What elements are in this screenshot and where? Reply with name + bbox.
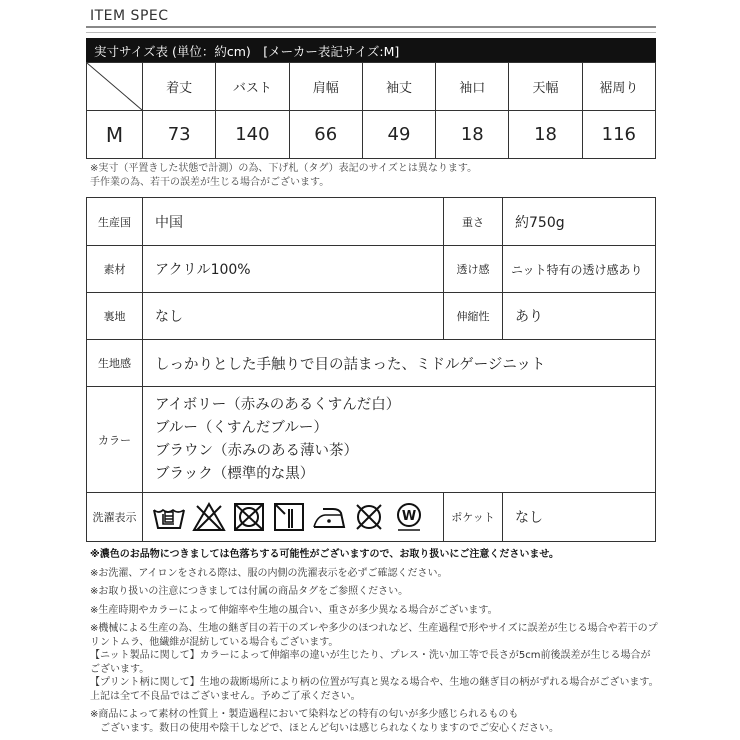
lining-value: なし — [155, 309, 183, 325]
material-value: アクリル100% — [155, 262, 251, 278]
stretch-label: 伸縮性 — [443, 293, 503, 339]
notes-section — [90, 548, 660, 740]
sheer-value: ニット特有の透け感あり — [511, 262, 643, 277]
stretch-value: あり — [515, 309, 543, 325]
spec-row-lining — [87, 293, 655, 340]
weight-label: 重さ — [443, 198, 503, 245]
note-item: ※濃色のお品物につきましては色落ちする可能性がございますので、お取り扱いにご注意くださいませ。 — [90, 549, 560, 560]
wet-clean-weak-icon — [391, 500, 427, 534]
spec-row-material — [87, 246, 655, 293]
washing-label: 洗濯表示 — [87, 493, 143, 541]
size-value: 140 — [216, 111, 289, 159]
size-table-header-row — [87, 63, 656, 111]
note-item: ※商品によって素材の性質上・製造過程において染料などの特有の匂いが多少感じられるものも ございます。数日の使用や陰干しなどで、ほとんど匂いは感じられなくなりますのでご安心ください。 — [90, 709, 559, 734]
line-dry-shade-icon — [271, 500, 307, 534]
corner-cell — [87, 63, 143, 111]
size-value: 18 — [436, 111, 509, 159]
column-header: 袖丈 — [362, 63, 435, 111]
pocket-value: なし — [515, 510, 543, 526]
size-value: 116 — [582, 111, 655, 159]
origin-label: 生産国 — [87, 198, 143, 245]
note-item: ※生産時期やカラーによって伸縮率や生地の風合い、重さが多少異なる場合がございます。 — [90, 604, 498, 616]
size-table — [86, 62, 656, 159]
pocket-label: ポケット — [443, 493, 503, 541]
column-header: 天幅 — [509, 63, 582, 111]
column-header: 肩幅 — [289, 63, 362, 111]
spec-row-washing — [87, 493, 655, 541]
header-rule — [86, 26, 656, 28]
spec-row-color — [87, 387, 655, 493]
note-item: ※機械による生産の為、生地の継ぎ目の若干のズレや多少のほつれなど、生産過程で形やサイズに誤差が生じる場合や若干のプリントムラ、他繊維が混紡している場合もございます。 【ニット製品に関して】カラーによって伸縮率の違いが生じたり、プレス・洗い加工等で長さが5cm前後誤差が生じる場合がございます。 【プリント柄に関して】生地の裁断場所により柄の位置が写真と異なる場合や、生地の継ぎ目の柄がずれる場合がございます。 上記は全て不良品ではございません。予めご了承ください。 — [90, 623, 659, 702]
column-header: 着丈 — [143, 63, 216, 111]
origin-value: 中国 — [155, 214, 183, 231]
spec-table — [86, 197, 656, 542]
texture-label: 生地感 — [87, 340, 143, 386]
iron-low-icon — [311, 500, 347, 534]
texture-value: しっかりとした手触りで目の詰まった、ミドルゲージニット — [155, 356, 546, 373]
weight-value: 約750g — [515, 214, 565, 231]
no-bleach-icon — [191, 500, 227, 534]
no-tumble-dry-icon — [231, 500, 267, 534]
color-item: ブラック（標準的な黒） — [155, 465, 315, 482]
washing-icons — [143, 493, 443, 541]
size-value: 49 — [362, 111, 435, 159]
note-item: ※お取り扱いの注意につきましては付属の商品タグをご参照ください。 — [90, 586, 409, 597]
column-header: 袖口 — [436, 63, 509, 111]
column-header: バスト — [216, 63, 289, 111]
size-note — [90, 162, 660, 190]
material-label: 素材 — [87, 246, 143, 292]
spec-row-texture — [87, 340, 655, 387]
section-title: ITEM SPEC — [90, 8, 169, 24]
size-row — [87, 111, 656, 159]
color-list — [143, 387, 655, 492]
column-header: 裾周り — [582, 63, 655, 111]
size-value: 18 — [509, 111, 582, 159]
color-item: ブラウン（赤みのある薄い茶） — [155, 442, 358, 459]
color-item: ブルー（くすんだブルー） — [155, 419, 328, 436]
size-value: 66 — [289, 111, 362, 159]
hand-wash-40-icon — [151, 500, 187, 534]
spec-row-origin — [87, 198, 655, 246]
lining-label: 裏地 — [87, 293, 143, 339]
size-note-line: 手作業の為、若干の誤差が生じる場合がございます。 — [90, 177, 330, 188]
no-dry-clean-icon — [351, 500, 387, 534]
size-label: M — [87, 111, 143, 159]
item-spec-header — [86, 6, 656, 28]
color-label: カラー — [87, 387, 143, 492]
size-note-line: ※実寸（平置きした状態で計測）の為、下げ札（タグ）表記のサイズとは異なります。 — [90, 163, 478, 174]
sheer-label: 透け感 — [443, 246, 503, 292]
header-rule-secondary — [86, 32, 656, 33]
color-item: アイボリー（赤みのあるくすんだ白） — [155, 396, 401, 413]
size-table-title: 実寸サイズ表 (単位：約cm) [メーカー表記サイズ:M] — [86, 38, 656, 62]
note-item: ※お洗濯、アイロンをされる際は、服の内側の洗濯表示を必ずご確認ください。 — [90, 567, 448, 579]
svg-text:W: W — [401, 509, 417, 524]
size-value: 73 — [143, 111, 216, 159]
